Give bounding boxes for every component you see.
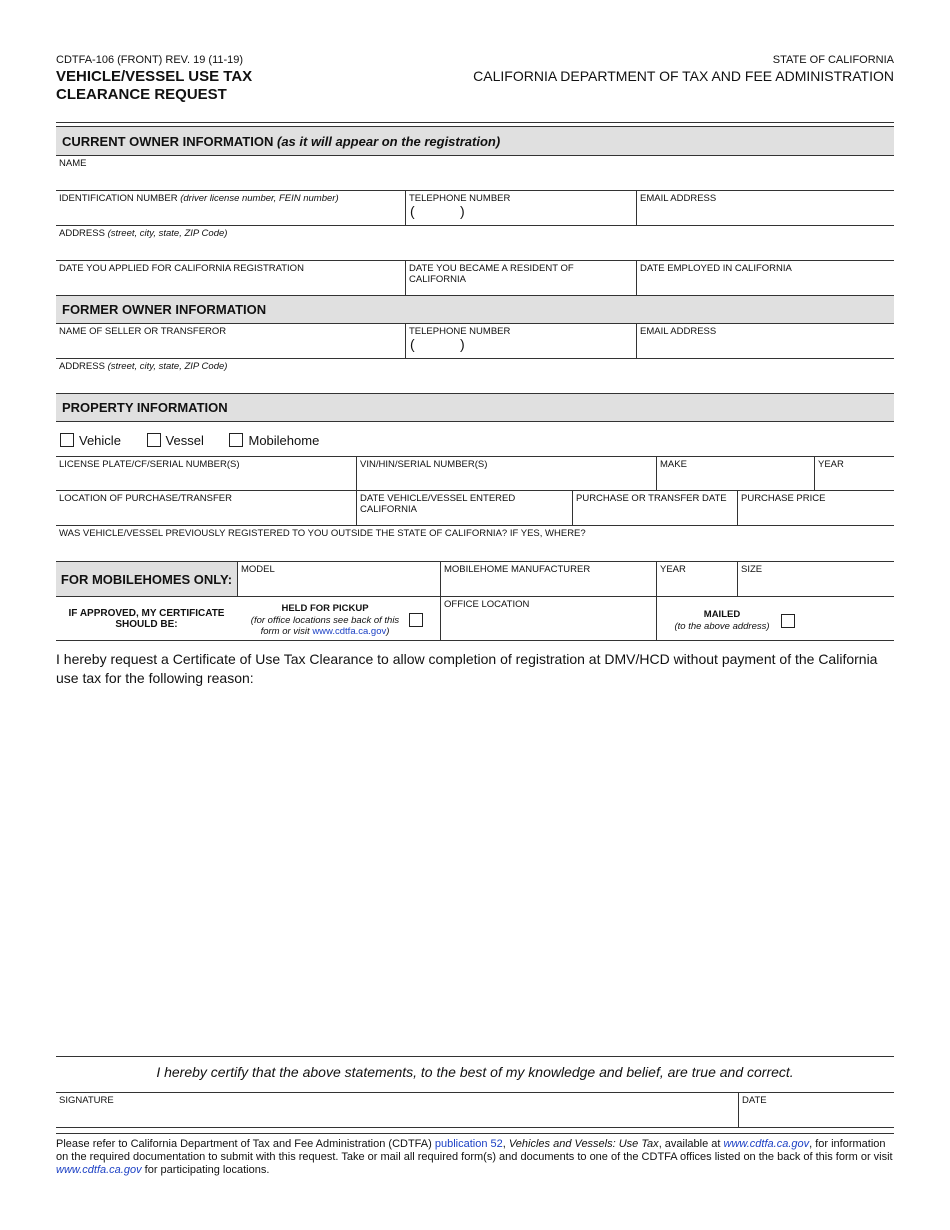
checkbox-box[interactable]	[229, 433, 243, 447]
vessel-label: Vessel	[165, 433, 204, 448]
current-owner-heading-note: (as it will appear on the registration)	[276, 133, 501, 149]
area-code-open: (	[410, 336, 415, 352]
seller-name-field[interactable]	[56, 324, 405, 359]
id-number-note: (driver license number, FEIN number)	[180, 193, 339, 204]
cdtfa-website-link[interactable]: www.cdtfa.ca.gov	[723, 1138, 810, 1150]
pickup-link[interactable]: www.cdtfa.ca.gov	[312, 626, 387, 637]
mobilehome-header: FOR MOBILEHOMES ONLY:	[56, 561, 237, 597]
area-code-close: )	[460, 336, 465, 352]
date-resident-label: DATE YOU BECAME A RESIDENT OF CALIFORNIA	[409, 263, 574, 285]
mailed-label: MAILED	[703, 609, 741, 620]
former-address-label: ADDRESS	[59, 361, 105, 372]
property-type-checkboxes	[60, 433, 341, 448]
footer-note	[56, 1138, 896, 1177]
signature-field[interactable]	[56, 1092, 738, 1128]
seller-name-label: NAME OF SELLER OR TRANSFEROR	[59, 326, 227, 337]
top-rule	[56, 122, 894, 123]
pickup-label: HELD FOR PICKUP	[281, 603, 369, 614]
publication-52-link[interactable]: publication 52	[434, 1138, 503, 1150]
vin-label: VIN/HIN/SERIAL NUMBER(S)	[360, 459, 488, 470]
signature-label: SIGNATURE	[59, 1095, 114, 1106]
certification-statement: I hereby certify that the above statements, to the best of my knowledge and belief, are true and correct.	[156, 1064, 794, 1080]
size-field[interactable]	[737, 561, 894, 597]
pickup-note-end: )	[386, 626, 390, 637]
checkbox-box[interactable]	[147, 433, 161, 447]
purchase-date-label: PURCHASE OR TRANSFER DATE	[576, 493, 727, 504]
agency-name: CALIFORNIA DEPARTMENT OF TAX AND FEE ADMINISTRATION	[473, 68, 894, 84]
former-address-field[interactable]	[56, 359, 894, 394]
license-plate-label: LICENSE PLATE/CF/SERIAL NUMBER(S)	[59, 459, 240, 470]
model-field[interactable]	[237, 561, 440, 597]
mobilehome-label: Mobilehome	[248, 433, 320, 448]
mailed-checkbox[interactable]	[781, 614, 795, 628]
footer-text: , available at	[658, 1138, 724, 1150]
property-header	[56, 393, 894, 422]
pickup-option[interactable]	[237, 597, 440, 641]
mailed-option[interactable]	[656, 597, 894, 641]
mobilehome-checkbox[interactable]	[229, 433, 319, 448]
model-label: MODEL	[241, 564, 275, 575]
date-resident-field[interactable]	[405, 261, 636, 296]
purchase-price-field[interactable]	[737, 491, 894, 526]
vin-field[interactable]	[356, 456, 656, 491]
current-phone-label: TELEPHONE NUMBER	[409, 193, 511, 204]
purchase-location-field[interactable]	[56, 491, 356, 526]
date-employed-label: DATE EMPLOYED IN CALIFORNIA	[640, 263, 792, 274]
former-owner-heading: FORMER OWNER INFORMATION	[62, 302, 267, 317]
certify-rule	[56, 1056, 894, 1057]
date-employed-field[interactable]	[636, 261, 894, 296]
checkbox-box[interactable]	[60, 433, 74, 447]
certificate-label-text: IF APPROVED, MY CERTIFICATE SHOULD BE:	[68, 607, 225, 630]
certificate-label	[56, 597, 237, 641]
mailed-text	[667, 609, 777, 632]
mobilehome-year-field[interactable]	[656, 561, 737, 597]
date-applied-field[interactable]	[56, 261, 405, 296]
footer-text: for participating locations.	[141, 1164, 270, 1176]
mobilehome-year-label: YEAR	[660, 564, 686, 575]
license-plate-field[interactable]	[56, 456, 356, 491]
purchase-date-field[interactable]	[572, 491, 737, 526]
footer-text: Please refer to California Department of Tax and Fee Administration (CDTFA)	[56, 1138, 435, 1150]
reason-area[interactable]	[56, 692, 894, 1048]
make-label: MAKE	[660, 459, 687, 470]
manufacturer-label: MOBILEHOME MANUFACTURER	[444, 564, 591, 575]
vehicle-checkbox[interactable]	[60, 433, 121, 448]
pickup-checkbox[interactable]	[409, 613, 423, 627]
name-field[interactable]	[56, 156, 894, 191]
property-heading: PROPERTY INFORMATION	[62, 400, 228, 415]
current-phone-field[interactable]	[405, 191, 636, 226]
pickup-note: (for office locations see back of this form or visit	[250, 614, 400, 637]
office-location-label: OFFICE LOCATION	[444, 599, 530, 610]
id-number-field[interactable]	[56, 191, 405, 226]
name-label: NAME	[59, 158, 87, 169]
id-number-label: IDENTIFICATION NUMBER	[59, 193, 178, 204]
cdtfa-website-link-2[interactable]: www.cdtfa.ca.gov	[56, 1164, 142, 1176]
current-address-note: (street, city, state, ZIP Code)	[107, 228, 228, 239]
current-owner-heading: CURRENT OWNER INFORMATION	[62, 133, 274, 149]
office-location-field[interactable]	[440, 597, 656, 641]
form-code: CDTFA-106 (FRONT) REV. 19 (11-19)	[56, 54, 244, 66]
size-label: SIZE	[741, 564, 763, 575]
form-title	[56, 68, 316, 104]
current-address-label: ADDRESS	[59, 228, 105, 239]
former-address-note: (street, city, state, ZIP Code)	[107, 361, 228, 372]
current-email-field[interactable]	[636, 191, 894, 226]
previous-registration-label: WAS VEHICLE/VESSEL PREVIOUSLY REGISTERED TO YOU OUTSIDE THE STATE OF CALIFORNIA? IF YES, WHERE?	[59, 528, 586, 539]
property-year-field[interactable]	[814, 456, 894, 491]
purchase-location-label: LOCATION OF PURCHASE/TRANSFER	[59, 493, 232, 504]
current-email-label: EMAIL ADDRESS	[640, 193, 717, 204]
pickup-text	[245, 603, 405, 638]
date-entered-label: DATE VEHICLE/VESSEL ENTERED CALIFORNIA	[360, 493, 516, 515]
form-title-line2: CLEARANCE REQUEST	[56, 86, 227, 103]
signature-date-label: DATE	[742, 1095, 767, 1106]
former-email-field[interactable]	[636, 324, 894, 359]
area-code-open: (	[410, 203, 415, 219]
current-address-field[interactable]	[56, 226, 894, 261]
area-code-close: )	[460, 203, 465, 219]
former-phone-label: TELEPHONE NUMBER	[409, 326, 511, 337]
publication-title: Vehicles and Vessels: Use Tax	[508, 1138, 659, 1150]
vehicle-label: Vehicle	[79, 433, 121, 448]
manufacturer-field[interactable]	[440, 561, 656, 597]
former-owner-header	[56, 295, 894, 324]
footer-rule	[56, 1133, 894, 1134]
form-title-line1: VEHICLE/VESSEL USE TAX	[56, 68, 253, 85]
footer-text: , for information on the required documentation to submit with this request. Take or mail all required form(s) and documents to one of the CDTFA offices listed on the back of this form or visit	[56, 1138, 893, 1163]
date-applied-label: DATE YOU APPLIED FOR CALIFORNIA REGISTRATION	[59, 263, 304, 274]
signature-date-field[interactable]	[738, 1092, 894, 1128]
former-phone-field[interactable]	[405, 324, 636, 359]
previous-registration-field[interactable]	[56, 526, 894, 561]
footer-text: ,	[502, 1138, 509, 1150]
vessel-checkbox[interactable]	[147, 433, 204, 448]
state-label: STATE OF CALIFORNIA	[772, 54, 894, 66]
property-year-label: YEAR	[818, 459, 844, 470]
purchase-price-label: PURCHASE PRICE	[741, 493, 826, 504]
date-entered-field[interactable]	[356, 491, 572, 526]
current-owner-header	[56, 126, 894, 156]
request-paragraph: I hereby request a Certificate of Use Tax Clearance to allow completion of registration at DMV/HCD without payment of the California use tax for the following reason:	[56, 651, 878, 686]
former-email-label: EMAIL ADDRESS	[640, 326, 717, 337]
mailed-note: (to the above address)	[674, 620, 770, 632]
make-field[interactable]	[656, 456, 814, 491]
